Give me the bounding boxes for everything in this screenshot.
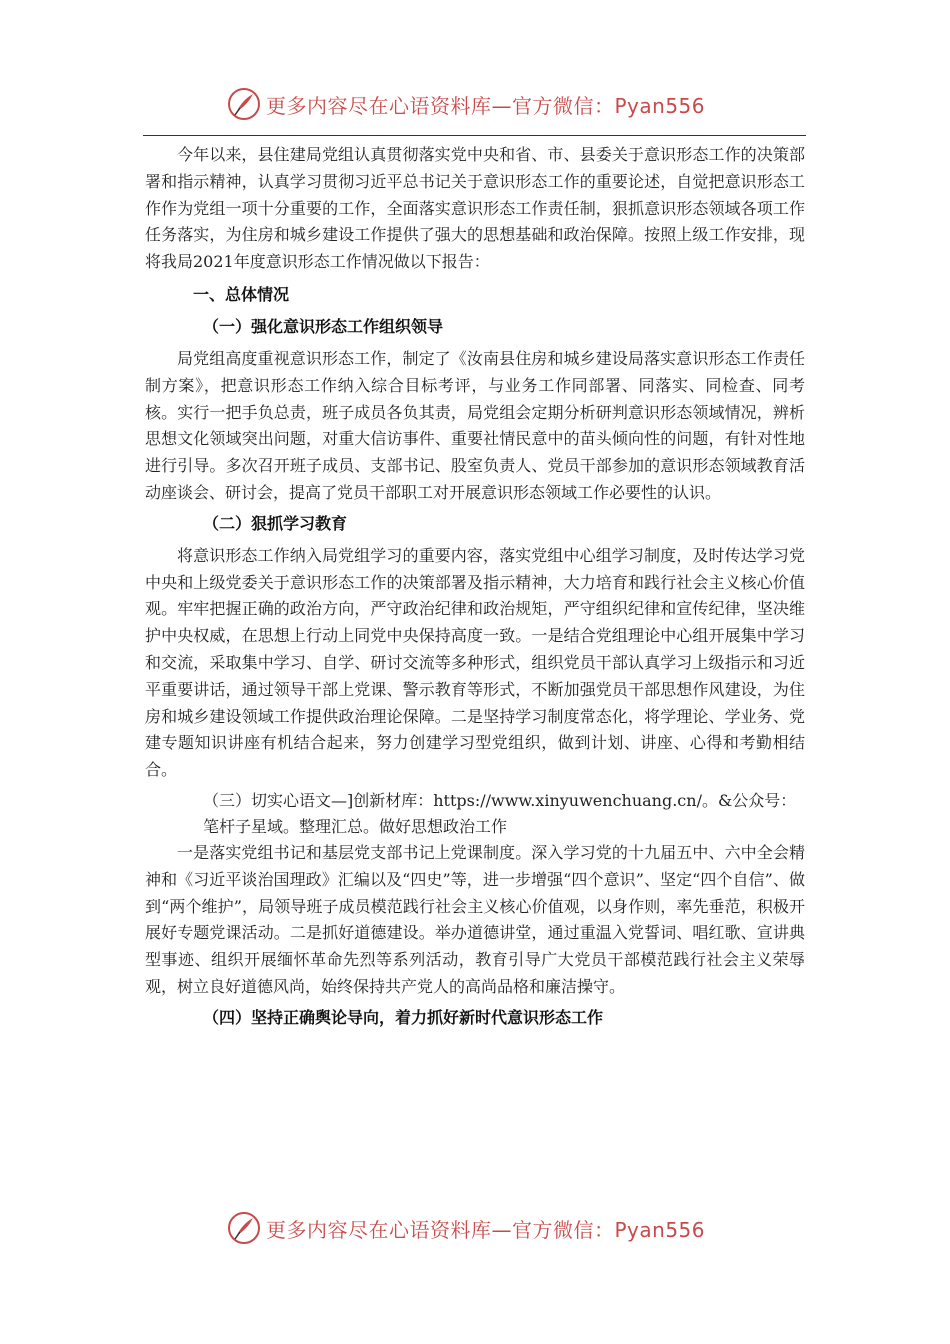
header-divider <box>143 135 806 136</box>
document-body <box>145 142 805 1037</box>
quill-logo-icon <box>226 1210 262 1246</box>
subsection-heading-1: （一）强化意识形态工作组织领导 <box>203 316 444 336</box>
quill-logo-icon <box>226 86 262 122</box>
subsection-heading-4: （四）坚持正确舆论导向，着力抓好新时代意识形态工作 <box>203 1007 604 1027</box>
subsection-heading-3: （三）切实心语文—]创新材库：https://www.xinyuwenchuang.cn/。&公众号：笔杆子星域。整理汇总。做好思想政治工作 <box>203 790 797 836</box>
intro-paragraph: 今年以来，县住建局党组认真贯彻落实党中央和省、市、县委关于意识形态工作的决策部署和指示精神，认真学习贯彻习近平总书记关于意识形态工作的重要论述，自觉把意识形态工作作为党组一项十分重要的工作，全面落实意识形态工作责任制，狠抓意识形态领域各项工作任务落实，为住房和城乡建设工作提供了强大的思想基础和政治保障。按照上级工作安排，现将我局2021年度意识形态工作情况做以下报告： <box>145 145 805 272</box>
header-banner <box>226 84 705 124</box>
footer-banner-text: 更多内容尽在心语资料库—官方微信：Pyan556 <box>266 1217 706 1242</box>
header-banner-text: 更多内容尽在心语资料库—官方微信：Pyan556 <box>266 93 706 118</box>
subsection-3-paragraph: 一是落实党组书记和基层党支部书记上党课制度。深入学习党的十九届五中、六中全会精神和《习近平谈治国理政》汇编以及“四史”等，进一步增强“四个意识”、坚定“四个自信”、做到“两个维护”，局领导班子成员模范践行社会主义核心价值观，以身作则，率先垂范，积极开展好专题党课活动。二是抓好道德建设。举办道德讲堂，通过重温入党誓词、唱红歌、宣讲典型事迹、组织开展缅怀革命先烈等系列活动，教育引导广大党员干部模范践行社会主义荣辱观，树立良好道德风尚，始终保持共产党人的高尚品格和廉洁操守。 <box>145 842 805 996</box>
footer-banner <box>226 1208 705 1248</box>
subsection-heading-2: （二）狠抓学习教育 <box>203 513 348 533</box>
section-heading-overview: 一、总体情况 <box>193 284 290 304</box>
subsection-1-paragraph: 局党组高度重视意识形态工作，制定了《汝南县住房和城乡建设局落实意识形态工作责任制方案》，把意识形态工作纳入综合目标考评，与业务工作同部署、同落实、同检查、同考核。实行一把手负总责，班子成员各负其责，局党组会定期分析研判意识形态领域情况，辨析思想文化领域突出问题，对重大信访事件、重要社情民意中的苗头倾向性的问题，有针对性地进行引导。多次召开班子成员、支部书记、股室负责人、党员干部参加的意识形态领域教育活动座谈会、研讨会，提高了党员干部职工对开展意识形态领域工作必要性的认识。 <box>145 348 805 502</box>
subsection-2-paragraph: 将意识形态工作纳入局党组学习的重要内容，落实党组中心组学习制度，及时传达学习党中央和上级党委关于意识形态工作的决策部署及指示精神，大力培育和践行社会主义核心价值观。牢牢把握正确的政治方向，严守政治纪律和政治规矩，严守组织纪律和宣传纪律，坚决维护中央权威，在思想上行动上同党中央保持高度一致。一是结合党组理论中心组开展集中学习和交流，采取集中学习、自学、研讨交流等多种形式，组织党员干部认真学习上级指示和习近平重要讲话，通过领导干部上党课、警示教育等形式，不断加强党员干部思想作风建设，为住房和城乡建设领域工作提供政治理论保障。二是坚持学习制度常态化，将学理论、学业务、党建专题知识讲座有机结合起来，努力创建学习型党组织，做到计划、讲座、心得和考勤相结合。 <box>145 545 805 780</box>
